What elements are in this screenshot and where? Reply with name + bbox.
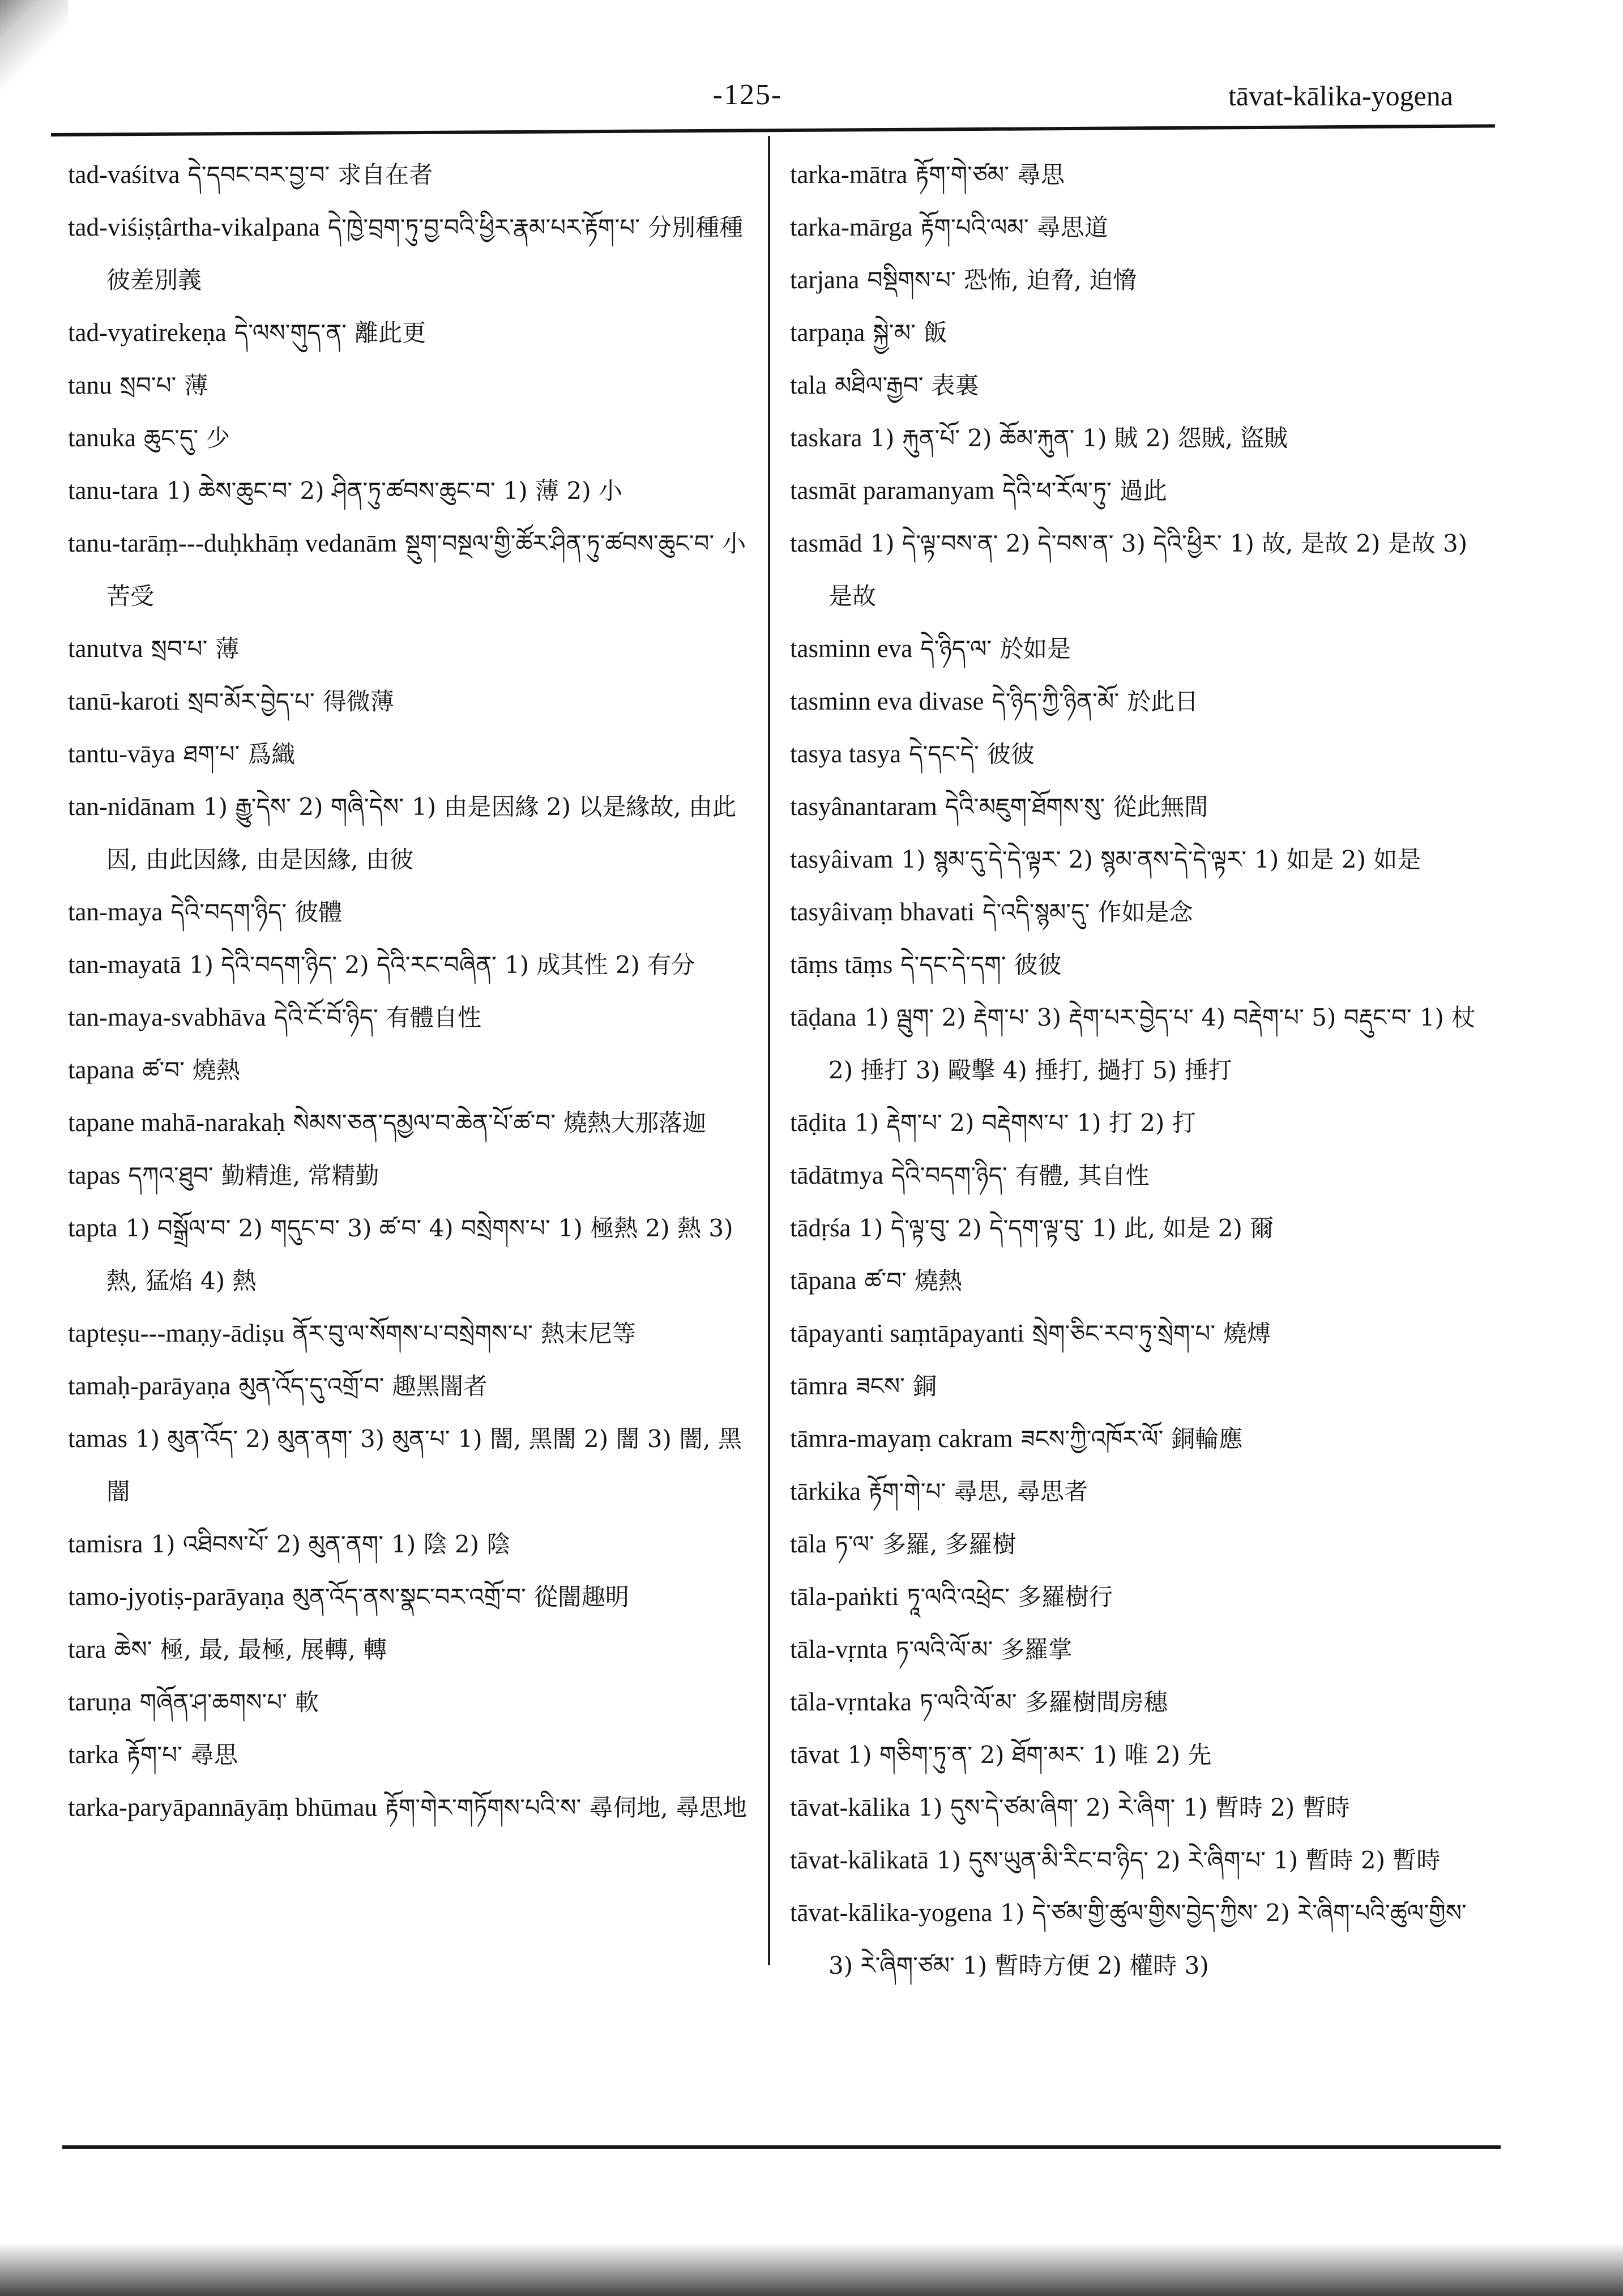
entry-headword: tan-mayatā (68, 950, 181, 979)
entry-tibetan: ཏ་ལའི་ལོ་མ་ (919, 1688, 1017, 1716)
entry-chinese-gloss: 燒熱 (192, 1056, 240, 1084)
entry-headword: tasminn eva divase (790, 687, 984, 715)
entry-chinese-gloss: 極, 最, 最極, 展轉, 轉 (160, 1636, 387, 1663)
entry-chinese-gloss: 1) 如是 2) 如是 (1254, 846, 1421, 873)
dictionary-entry (68, 306, 756, 359)
entry-headword: tāvat-kālika-yogena (790, 1898, 993, 1927)
dictionary-entry (790, 1360, 1495, 1412)
entry-headword: tad-viśiṣṭârtha-vikalpana (68, 213, 320, 241)
entry-tibetan: ཆུང་དུ་ (143, 424, 199, 452)
dictionary-entry (790, 201, 1495, 254)
entry-tibetan: 1) དེ་ལྟ་བུ་ 2) དེ་དག་ལྟ་བུ་ (859, 1214, 1084, 1242)
entry-tibetan: སྲབ་པ་ (119, 372, 177, 399)
entry-chinese-gloss: 彼彼 (986, 740, 1035, 768)
entry-tibetan: ཐག་པ་ (183, 740, 240, 768)
entry-headword: tāvat-kālika (790, 1793, 911, 1821)
entry-chinese-gloss: 飯 (923, 319, 947, 347)
entry-tibetan: གཞོན་ཤ་ཆགས་པ་ (139, 1688, 288, 1716)
entry-tibetan: དེའི་མཇུག་ཐོགས་སུ་ (945, 793, 1105, 821)
entry-chinese-gloss: 熱末尼等 (540, 1320, 636, 1347)
dictionary-entry (68, 1360, 756, 1412)
entry-headword: tapteṣu---maṇy-ādiṣu (68, 1319, 285, 1347)
entry-chinese-gloss: 燒熱 (914, 1267, 962, 1295)
entry-chinese-gloss: 尋思 (1017, 161, 1065, 189)
entry-tibetan: ཟངས་ (856, 1372, 905, 1400)
entry-tibetan: 1) རྡེག་པ་ 2) བརྡེགས་པ་ (854, 1109, 1069, 1137)
dictionary-entry (68, 1149, 756, 1202)
dictionary-entry (68, 1571, 756, 1623)
entry-tibetan: དེ་ལས་གུད་ན་ (234, 319, 347, 347)
entry-headword: tan-maya (68, 898, 163, 926)
dictionary-entry (68, 1307, 756, 1360)
entry-headword: tad-vyatirekeṇa (68, 318, 227, 347)
entry-headword: tamas (68, 1424, 127, 1453)
entry-headword: tapane mahā-narakaḥ (68, 1108, 285, 1137)
entry-headword: tāla-vṛntaka (790, 1688, 912, 1716)
entry-tibetan: ཏ་ལའི་ལོ་མ་ (895, 1636, 993, 1663)
entry-headword: tāmra (790, 1372, 848, 1400)
entry-tibetan: དེ་དབང་བར་བྱ་བ་ (187, 161, 330, 189)
dictionary-entry (790, 1465, 1495, 1518)
entry-tibetan: 1) སྙམ་དུ་དེ་དེ་ལྟར་ 2) སྙམ་ནས་དེ་དེ་ལྟར་ (901, 846, 1247, 873)
dictionary-entry (790, 1202, 1495, 1254)
entry-tibetan: རྟོག་པ་ (126, 1741, 182, 1769)
entry-headword: tan-nidānam (68, 792, 195, 821)
entry-headword: tāḍita (790, 1108, 847, 1137)
entry-chinese-gloss: 分別種種彼差別義 (106, 214, 744, 294)
entry-headword: tamaḥ-parāyaṇa (68, 1372, 231, 1400)
entry-headword: tāḍana (790, 1003, 857, 1031)
dictionary-entry (68, 622, 756, 675)
entry-chinese-gloss: 燒熱大那落迦 (563, 1109, 707, 1137)
entry-chinese-gloss: 多羅樹行 (1017, 1583, 1113, 1611)
column-divider (768, 136, 770, 1965)
entry-tibetan: དེ་ཁྱེ་བྲག་ཏུ་བྱ་བའི་ཕྱིར་རྣམ་པར་རྟོག་པ་ (327, 214, 640, 241)
dictionary-entry (68, 780, 756, 886)
entry-tibetan: དེ་འདི་སྙམ་དུ་ (983, 898, 1090, 926)
entry-headword: tarpaṇa (790, 318, 865, 347)
dictionary-entry (790, 1096, 1495, 1149)
entry-chinese-gloss: 小苦受 (106, 530, 746, 610)
dictionary-entry (68, 1202, 756, 1307)
entry-tibetan: རྟོག་གེ་ཙམ་ (915, 161, 1010, 189)
entry-headword: tāla-paṅkti (790, 1582, 899, 1611)
entry-headword: tasya tasya (790, 740, 902, 768)
entry-tibetan: 1) དུས་ཡུན་མི་རིང་བ་ཉིད་ 2) རེ་ཞིག་པ་ (936, 1846, 1266, 1874)
dictionary-entry (790, 1781, 1495, 1834)
entry-chinese-gloss: 尋思 (190, 1741, 238, 1769)
dictionary-entry (790, 622, 1495, 675)
entry-chinese-gloss: 尋思道 (1036, 214, 1108, 241)
dictionary-entry (68, 886, 756, 938)
entry-headword: tāla-vṛnta (790, 1635, 888, 1663)
entry-headword: tanutva (68, 634, 143, 663)
entry-tibetan: སྐྱེ་མ་ (873, 319, 916, 347)
entry-chinese-gloss: 彼彼 (1014, 951, 1062, 979)
entry-headword: tāṃs tāṃs (790, 950, 893, 979)
dictionary-entry (790, 517, 1495, 622)
entry-headword: tārkika (790, 1477, 861, 1505)
dictionary-entry (68, 728, 756, 780)
dictionary-entry (68, 148, 756, 201)
entry-chinese-gloss: 軟 (295, 1688, 319, 1716)
entry-tibetan: དེའི་བདག་ཉིད་ (891, 1162, 1007, 1189)
dictionary-entry (790, 938, 1495, 991)
entry-chinese-gloss: 從闇趣明 (533, 1583, 629, 1611)
entry-chinese-gloss: 離此更 (355, 319, 426, 347)
entry-headword: tanu-tarāṃ---duḥkhāṃ vedanām (68, 529, 398, 557)
entry-chinese-gloss: 1) 薄 2) 小 (503, 477, 622, 505)
entry-headword: tasyânantaram (790, 792, 937, 821)
entry-headword: tarjana (790, 266, 860, 294)
entry-headword: tasyâivam (790, 845, 894, 873)
entry-chinese-gloss: 勤精進, 常精勤 (221, 1162, 379, 1189)
entry-chinese-gloss: 過此 (1119, 477, 1167, 505)
dictionary-entry (790, 1729, 1495, 1781)
dictionary-entry (790, 1254, 1495, 1307)
left-column (68, 148, 756, 1834)
entry-tibetan: ནོར་བུ་ལ་སོགས་པ་བསྲེགས་པ་ (292, 1320, 533, 1347)
entry-chinese-gloss: 1) 賊 2) 怨賊, 盜賊 (1082, 424, 1288, 452)
entry-headword: tanuka (68, 424, 136, 452)
entry-headword: tanu (68, 371, 112, 399)
entry-headword: tāpayanti saṃtāpayanti (790, 1319, 1024, 1347)
top-rule (51, 124, 1495, 136)
dictionary-entry (790, 148, 1495, 201)
entry-headword: tan-maya-svabhāva (68, 1003, 266, 1031)
dictionary-entry (68, 938, 756, 991)
dictionary-entry (790, 780, 1495, 833)
entry-headword: tāvat (790, 1740, 840, 1769)
entry-chinese-gloss: 燒煿 (1223, 1320, 1271, 1347)
entry-chinese-gloss: 得微薄 (322, 688, 394, 715)
entry-headword: tādātmya (790, 1161, 883, 1189)
entry-headword: tasmād (790, 529, 862, 557)
entry-headword: tamo-jyotiṣ-parāyaṇa (68, 1582, 285, 1611)
entry-tibetan: དེ་ཉིད་ཀྱི་ཉིན་མོ་ (992, 688, 1120, 715)
entry-chinese-gloss: 作如是念 (1097, 898, 1193, 926)
entry-chinese-gloss: 1) 成其性 2) 有分 (504, 951, 695, 979)
entry-headword: tasminn eva (790, 634, 913, 663)
entry-chinese-gloss: 1) 唯 2) 先 (1092, 1741, 1212, 1769)
entry-headword: tanū-karoti (68, 687, 180, 715)
dictionary-entry (790, 991, 1495, 1096)
entry-headword: taruṇa (68, 1688, 132, 1716)
dictionary-entry (68, 1729, 756, 1781)
entry-tibetan: ཆེས་ (114, 1636, 152, 1663)
dictionary-entry (68, 201, 756, 306)
dictionary-entry (790, 675, 1495, 728)
entry-headword: tāmra-mayaṃ cakram (790, 1424, 1013, 1453)
entry-chinese-gloss: 多羅掌 (1001, 1636, 1073, 1663)
entry-tibetan: དེའི་ཕ་རོལ་ཏུ་ (1002, 477, 1112, 505)
entry-tibetan: 1) རྒྱུ་དེས་ 2) གཞི་དེས་ (203, 793, 404, 821)
entry-headword: taskara (790, 424, 862, 452)
entry-tibetan: དེའི་བདག་ཉིད་ (170, 898, 287, 926)
entry-tibetan: 1) དེ་ཙམ་གྱི་ཚུལ་གྱིས་བྱེད་ཀྱིས་ 2) རེ་ཞིག་པའི་ཚུལ་གྱིས་ 3) རེ་ཞིག་ཙམ་ (828, 1899, 1467, 1979)
dictionary-entry (790, 306, 1495, 359)
entry-headword: tarka-mārga (790, 213, 913, 241)
entry-tibetan: དེ་དང་དེ་དག་ (900, 951, 1006, 979)
dictionary-entry (790, 1149, 1495, 1202)
entry-tibetan: 1) མུན་འོད་ 2) མུན་ནག་ 3) མུན་པ་ (135, 1425, 450, 1453)
dictionary-entry (790, 1887, 1495, 1992)
entry-chinese-gloss: 少 (206, 424, 230, 452)
entry-headword: tādṛśa (790, 1214, 851, 1242)
entry-chinese-gloss: 銅 (913, 1372, 937, 1400)
entry-tibetan: སྡུག་བསྔལ་གྱི་ཚོར་ཤིན་ཏུ་ཚབས་ཆུང་བ་ (405, 530, 715, 557)
entry-tibetan: སེམས་ཅན་དམྱལ་བ་ཆེན་པོ་ཚ་བ་ (293, 1109, 556, 1137)
entry-chinese-gloss: 尋伺地, 尋思地 (589, 1794, 748, 1821)
dictionary-entry (68, 1096, 756, 1149)
entry-headword: tapana (68, 1056, 135, 1084)
dictionary-entry (790, 254, 1495, 306)
entry-headword: tasyâivaṃ bhavati (790, 898, 975, 926)
entry-tibetan: 1) རྐུན་པོ་ 2) ཆོམ་རྐུན་ (870, 424, 1075, 452)
dictionary-entry (68, 517, 756, 622)
entry-headword: tanu-tara (68, 476, 159, 505)
entry-tibetan: སྲབ་པ་ (151, 635, 208, 663)
entry-chinese-gloss: 1) 極熱 2) 熱 3) 熱, 猛焰 4) 熱 (106, 1214, 733, 1295)
dictionary-entry (68, 991, 756, 1044)
entry-chinese-gloss: 多羅, 多羅樹 (882, 1530, 1016, 1558)
entry-tibetan: ཚ་བ་ (142, 1056, 185, 1084)
dictionary-entry (790, 464, 1495, 517)
entry-tibetan: མཐིལ་རྒྱབ་ (834, 372, 924, 399)
entry-headword: tarka (68, 1740, 119, 1769)
dictionary-entry (68, 1781, 756, 1834)
entry-chinese-gloss: 於如是 (1000, 635, 1071, 663)
entry-tibetan: 1) དེ་ལྟ་བས་ན་ 2) དེ་བས་ན་ 3) དེའི་ཕྱིར་ (870, 530, 1222, 557)
entry-tibetan: 1) བསྒྲོལ་བ་ 2) གདུང་བ་ 3) ཚ་བ་ 4) བསྲེགས་པ་ (125, 1214, 550, 1242)
entry-chinese-gloss: 1) 打 2) 打 (1077, 1109, 1196, 1137)
entry-chinese-gloss: 多羅樹間房穗 (1024, 1688, 1168, 1716)
dictionary-entry (790, 1307, 1495, 1360)
entry-chinese-gloss: 1) 暫時 2) 暫時 (1274, 1846, 1441, 1874)
dictionary-entry (790, 359, 1495, 412)
entry-chinese-gloss: 有體, 其自性 (1015, 1162, 1150, 1189)
dictionary-entry (790, 1834, 1495, 1887)
entry-tibetan: 1) གཅིག་ཏུ་ན་ 2) ཐོག་མར་ (847, 1741, 1085, 1769)
entry-tibetan: ཚ་བ་ (864, 1267, 907, 1295)
dictionary-entry (68, 359, 756, 412)
entry-chinese-gloss: 從此無間 (1113, 793, 1208, 821)
dictionary-entry (68, 1518, 756, 1571)
entry-chinese-gloss: 求自在者 (338, 161, 433, 189)
entry-tibetan: རྟོག་གེ་པ་ (868, 1478, 946, 1505)
entry-headword: tāvat-kālikatā (790, 1846, 929, 1874)
dictionary-entry (68, 412, 756, 464)
entry-chinese-gloss: 1) 陰 2) 陰 (391, 1530, 511, 1558)
entry-tibetan: རྟོག་གེར་གཏོགས་པའི་ས་ (385, 1794, 582, 1821)
entry-headword: tad-vaśitva (68, 160, 180, 189)
entry-tibetan: 1) འཐིབས་པོ་ 2) མུན་ནག་ (151, 1530, 384, 1558)
entry-headword: tapas (68, 1161, 121, 1189)
entry-tibetan: ཟངས་ཀྱི་འཁོར་ལོ་ (1020, 1425, 1164, 1453)
dictionary-entry (68, 464, 756, 517)
entry-tibetan: སྲེག་ཅིང་རབ་ཏུ་སྲེག་པ་ (1032, 1320, 1216, 1347)
entry-headword: tasmāt paramanyam (790, 476, 995, 505)
dictionary-entry (790, 1676, 1495, 1729)
entry-tibetan: ཏ་ལ་ (834, 1530, 874, 1558)
entry-chinese-gloss: 銅輪應 (1171, 1425, 1243, 1453)
dictionary-entry (68, 1623, 756, 1676)
entry-tibetan: རྟོག་པའི་ལམ་ (920, 214, 1029, 241)
dictionary-entry (790, 1571, 1495, 1623)
entry-chinese-gloss: 1) 暫時方便 2) 權時 3) (963, 1952, 1209, 1979)
entry-chinese-gloss: 爲織 (247, 740, 296, 768)
dictionary-entry (68, 1044, 756, 1096)
entry-tibetan: བསྡིགས་པ་ (867, 266, 956, 294)
entry-headword: tarka-mātra (790, 160, 908, 189)
right-column (790, 148, 1495, 1992)
entry-chinese-gloss: 尋思, 尋思者 (954, 1478, 1088, 1505)
dictionary-entry (790, 1623, 1495, 1676)
entry-chinese-gloss: 1) 故, 是故 2) 是故 3) 是故 (828, 530, 1468, 610)
dictionary-entry (790, 412, 1495, 464)
entry-headword: tara (68, 1635, 106, 1663)
entry-tibetan: 1) ལྦུག་ 2) རྡེག་པ་ 3) རྡེག་པར་བྱེད་པ་ 4) བརྡེག་པ་ 5) བརྡུང་བ་ (864, 1004, 1412, 1031)
entry-headword: tamisra (68, 1530, 143, 1558)
dictionary-entry (790, 1412, 1495, 1465)
entry-headword: tarka-paryāpannāyāṃ bhūmau (68, 1793, 377, 1821)
page-number: -125- (712, 79, 783, 111)
scan-corner-shadow (0, 0, 68, 91)
entry-chinese-gloss: 1) 闇, 黑闇 2) 闇 3) 闇, 黑闇 (106, 1425, 742, 1505)
entry-chinese-gloss: 表裏 (931, 372, 979, 399)
scan-bottom-shadow (0, 2243, 1623, 2296)
entry-tibetan: མུན་འོད་དུ་འགྲོ་བ་ (238, 1372, 385, 1400)
entry-chinese-gloss: 1) 由是因緣 2) 以是緣故, 由此因, 由此因緣, 由是因緣, 由彼 (106, 793, 737, 873)
entry-tibetan: དེའི་ངོ་བོ་ཉིད་ (274, 1004, 378, 1031)
entry-tibetan: སྲབ་མོར་བྱེད་པ་ (187, 688, 315, 715)
entry-chinese-gloss: 薄 (215, 635, 240, 663)
dictionary-entry (68, 1412, 756, 1518)
entry-chinese-gloss: 於此日 (1127, 688, 1199, 715)
dictionary-entry (790, 728, 1495, 780)
entry-chinese-gloss: 有體自性 (386, 1004, 481, 1031)
bottom-rule (62, 2145, 1501, 2149)
entry-tibetan: ཏཱ་ལའི་འཕྲེང་ (907, 1583, 1010, 1611)
entry-tibetan: དཀའ་ཐུབ་ (128, 1162, 213, 1189)
entry-headword: tāla (790, 1530, 827, 1558)
dictionary-entry (790, 833, 1495, 886)
entry-tibetan: མུན་འོད་ནས་སྣང་བར་འགྲོ་བ་ (292, 1583, 526, 1611)
entry-chinese-gloss: 1) 暫時 2) 暫時 (1183, 1794, 1350, 1821)
entry-chinese-gloss: 1) 此, 如是 2) 爾 (1092, 1214, 1274, 1242)
entry-tibetan: དེ་ཉིད་ལ་ (920, 635, 992, 663)
entry-headword: tāpana (790, 1266, 857, 1295)
entry-chinese-gloss: 趣黑闇者 (392, 1372, 488, 1400)
entry-headword: tala (790, 371, 827, 399)
entry-chinese-gloss: 薄 (184, 372, 208, 399)
entry-chinese-gloss: 1) 杖 2) 捶打 3) 毆擊 4) 捶打, 撾打 5) 捶打 (828, 1004, 1476, 1084)
entry-tibetan: 1) དུས་དེ་ཙམ་ཞིག་ 2) རེ་ཞིག་ (918, 1794, 1176, 1821)
dictionary-entry (790, 886, 1495, 938)
dictionary-entry (68, 1676, 756, 1729)
entry-headword: tantu-vāya (68, 740, 176, 768)
entry-tibetan: དེ་དང་དེ་ (909, 740, 979, 768)
entry-headword: tapta (68, 1214, 118, 1242)
dictionary-entry (790, 1518, 1495, 1571)
entry-tibetan: 1) ཆེས་ཆུང་བ་ 2) ཤིན་ཏུ་ཚབས་ཆུང་བ་ (166, 477, 496, 505)
entry-tibetan: 1) དེའི་བདག་ཉིད་ 2) དེའི་རང་བཞིན་ (189, 951, 497, 979)
running-head: tāvat-kālika-yogena (1228, 80, 1453, 112)
entry-chinese-gloss: 恐怖, 迫脅, 迫愶 (963, 266, 1137, 294)
dictionary-entry (68, 675, 756, 728)
entry-chinese-gloss: 彼體 (294, 898, 343, 926)
